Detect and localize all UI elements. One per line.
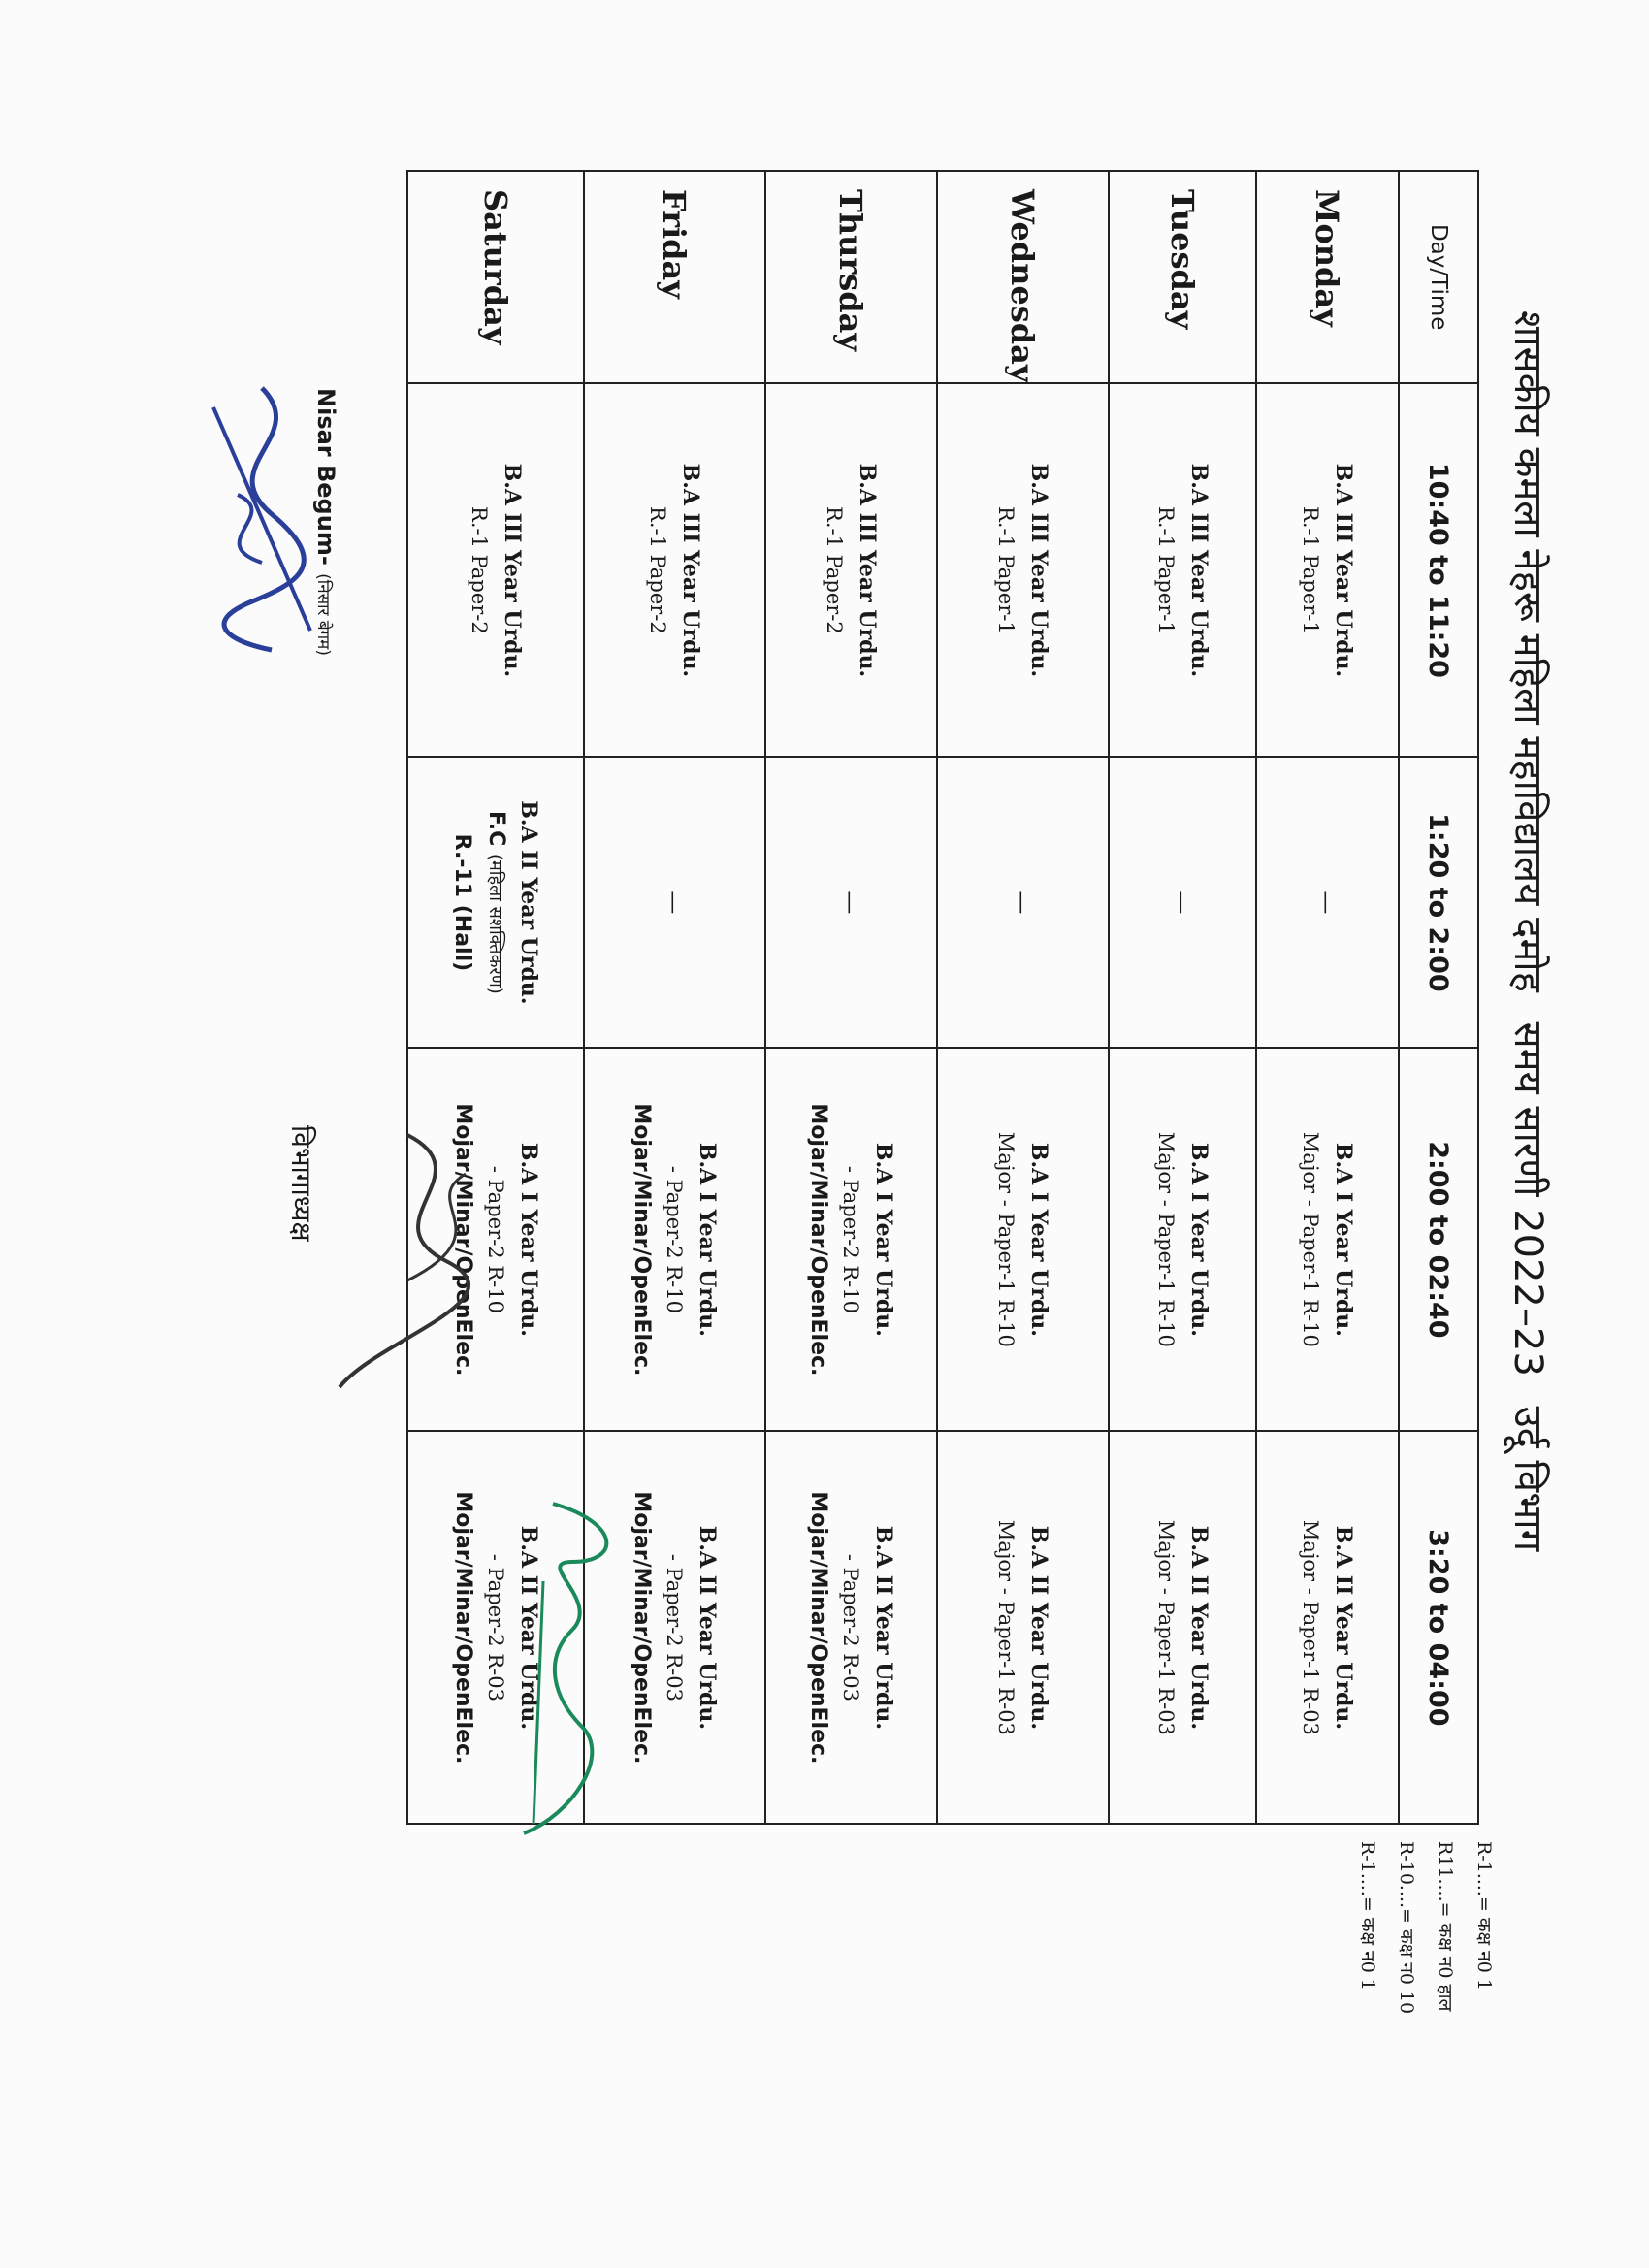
class-detail: Major - Paper-1 R-03 xyxy=(994,1519,1018,1735)
table-row xyxy=(1256,171,1399,1824)
header-daytime: Day/Time xyxy=(1399,171,1478,383)
empty-dash: — xyxy=(1313,891,1342,915)
header-slot-2: 1:20 to 2:00 xyxy=(1399,757,1478,1048)
faculty-name-english: Nisar Begum- xyxy=(312,388,340,566)
empty-dash: — xyxy=(661,891,689,915)
course-type: Mojar/Minar/OpenElec. xyxy=(451,1491,475,1765)
slot-cell xyxy=(1256,383,1399,757)
slot-cell xyxy=(407,383,584,757)
header-slot-4: 3:20 to 04:00 xyxy=(1399,1431,1478,1824)
legend-item: R-10....= कक्ष न0 10 xyxy=(1396,1841,1417,2015)
class-name: B.A II Year Urdu. xyxy=(1331,1525,1357,1731)
faculty-signature xyxy=(184,378,330,660)
course-type: Mojar/Minar/OpenElec. xyxy=(806,1491,831,1765)
empty-dash: — xyxy=(1009,891,1037,915)
legend-item: R11....= कक्ष न0 हाल xyxy=(1435,1841,1456,2012)
class-detail: - Paper-2 R-10 xyxy=(484,1165,507,1313)
legend-item: R-1....= कक्ष न0 1 xyxy=(1473,1841,1495,1991)
class-detail: R.-1 Paper-2 xyxy=(468,506,491,634)
table-row xyxy=(937,171,1109,1824)
fc-course xyxy=(479,758,513,1047)
slot-cell xyxy=(1109,1431,1256,1824)
slot-cell xyxy=(937,1431,1109,1824)
slot-cell xyxy=(1256,1048,1399,1431)
class-detail: R.-1 Paper-2 xyxy=(646,506,670,634)
class-name: B.A II Year Urdu. xyxy=(1186,1525,1212,1731)
hod-signature xyxy=(330,1116,524,1407)
room-label: R.-11 (Hall) xyxy=(450,833,475,972)
class-name: B.A III Year Urdu. xyxy=(1186,463,1212,678)
class-detail: - Paper-2 R-10 xyxy=(839,1165,863,1313)
class-name: B.A II Year Urdu. xyxy=(1026,1525,1052,1731)
department-name: उर्दू विभाग xyxy=(1505,1406,1550,1552)
day-cell: Tuesday xyxy=(1109,171,1256,383)
class-name: B.A II Year Urdu. xyxy=(516,800,542,1005)
class-name: B.A I Year Urdu. xyxy=(516,1142,541,1337)
slot-cell xyxy=(1256,1431,1399,1824)
course-type: Mojar/Minar/OpenElec. xyxy=(630,1103,655,1377)
course-type: Mojar/Minar/OpenElec. xyxy=(451,1103,475,1377)
header-slot-3: 2:00 to 02:40 xyxy=(1399,1048,1478,1431)
slot-cell xyxy=(1256,757,1399,1048)
slot-cell xyxy=(765,1048,937,1431)
class-name: B.A I Year Urdu. xyxy=(1026,1142,1052,1337)
class-name: B.A II Year Urdu. xyxy=(695,1525,721,1731)
hod-label: विभागाध्यक्ष xyxy=(285,1125,317,1242)
legend-item: R-1....= कक्ष न0 1 xyxy=(1357,1841,1378,1991)
course-type: Mojar/Minar/OpenElec. xyxy=(806,1103,831,1377)
slot-cell xyxy=(765,383,937,757)
principal-signature xyxy=(514,1494,660,1843)
slot-cell xyxy=(584,757,765,1048)
table-row xyxy=(1109,171,1256,1824)
header-row xyxy=(1399,171,1478,1824)
class-name: B.A I Year Urdu. xyxy=(1186,1142,1212,1337)
class-detail: - Paper-2 R-03 xyxy=(839,1553,863,1701)
document-title xyxy=(1504,310,1557,1940)
table-row xyxy=(765,171,937,1824)
class-name: B.A III Year Urdu. xyxy=(1026,463,1052,678)
slot-cell xyxy=(937,757,1109,1048)
class-name: B.A I Year Urdu. xyxy=(871,1142,897,1337)
class-name: B.A I Year Urdu. xyxy=(1331,1142,1357,1337)
empty-dash: — xyxy=(1169,891,1196,915)
class-name: B.A III Year Urdu. xyxy=(500,463,525,678)
room-legend xyxy=(1348,1841,1504,2074)
class-detail: Major - Paper-1 R-03 xyxy=(1299,1519,1323,1735)
class-detail: R.-1 Paper-1 xyxy=(994,506,1018,634)
class-detail: - Paper-2 R-03 xyxy=(484,1553,507,1701)
class-name: B.A II Year Urdu. xyxy=(871,1525,897,1731)
class-detail: Major - Paper-1 R-10 xyxy=(1299,1131,1323,1347)
course-type: Mojar/Minar/OpenElec. xyxy=(630,1491,655,1765)
class-detail: Major - Paper-1 R-10 xyxy=(1154,1131,1178,1347)
faculty-name-hindi: (निसार बेगम) xyxy=(313,573,333,656)
slot-cell xyxy=(584,1048,765,1431)
slot-cell xyxy=(937,383,1109,757)
day-cell: Saturday xyxy=(407,171,584,383)
class-detail: - Paper-2 R-03 xyxy=(663,1553,687,1701)
class-detail: - Paper-2 R-10 xyxy=(663,1165,687,1313)
timetable-label: समय सारणी 2022–23 xyxy=(1505,1021,1550,1377)
slot-cell xyxy=(1109,757,1256,1048)
day-cell: Wednesday xyxy=(937,171,1109,383)
class-name: B.A III Year Urdu. xyxy=(678,463,704,678)
college-name: शासकीय कमला नेहरू महिला महाविद्यालय दमोह xyxy=(1505,310,1550,992)
class-name: B.A I Year Urdu. xyxy=(695,1142,721,1337)
class-detail: Major - Paper-1 R-10 xyxy=(994,1131,1018,1347)
slot-cell xyxy=(765,757,937,1048)
fc-label: F.C xyxy=(484,811,509,847)
class-name: B.A II Year Urdu. xyxy=(516,1525,541,1731)
class-detail: R.-1 Paper-2 xyxy=(823,506,847,634)
empty-dash: — xyxy=(837,891,865,915)
header-slot-1: 10:40 to 11:20 xyxy=(1399,383,1478,757)
fc-hindi: (महिला सशक्तिकरण) xyxy=(485,854,506,994)
slot-cell xyxy=(584,383,765,757)
day-cell: Friday xyxy=(584,171,765,383)
slot-cell xyxy=(937,1048,1109,1431)
slot-cell xyxy=(1109,1048,1256,1431)
class-detail: Major - Paper-1 R-03 xyxy=(1154,1519,1178,1735)
slot-cell xyxy=(1109,383,1256,757)
class-name: B.A III Year Urdu. xyxy=(855,463,881,678)
class-name: B.A III Year Urdu. xyxy=(1331,463,1357,678)
day-cell: Thursday xyxy=(765,171,937,383)
slot-cell xyxy=(765,1431,937,1824)
class-detail: R.-1 Paper-1 xyxy=(1299,506,1323,634)
slot-cell xyxy=(407,757,584,1048)
day-cell: Monday xyxy=(1256,171,1399,383)
class-detail: R.-1 Paper-1 xyxy=(1154,506,1178,634)
